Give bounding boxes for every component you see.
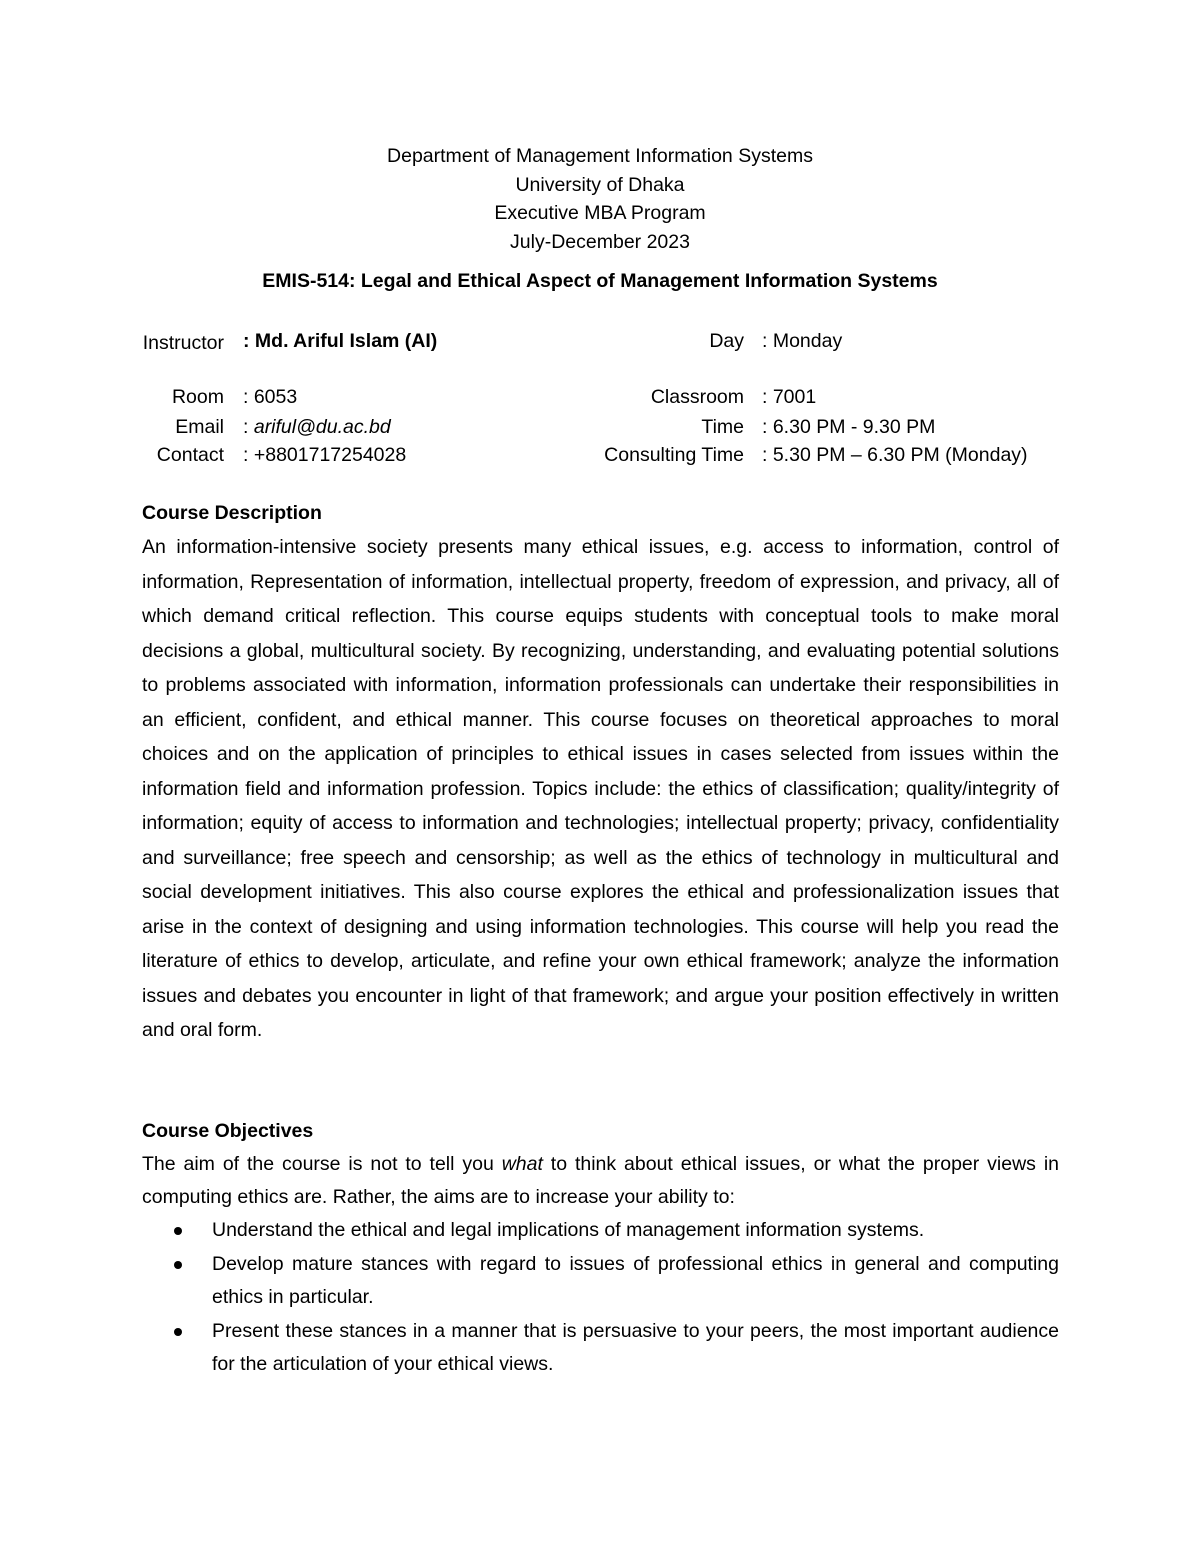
instructor-value: : Md. Ariful Islam (AI): [243, 330, 438, 352]
document-header: [0, 142, 1200, 256]
course-objectives-heading: Course Objectives: [142, 1120, 314, 1142]
bullet-icon: [174, 1328, 182, 1336]
objective-text: Understand the ethical and legal implications of management information systems.: [212, 1219, 925, 1241]
bullet-icon: [174, 1227, 182, 1235]
info-row-contact: [126, 444, 1086, 472]
info-row-room: [126, 386, 1086, 414]
course-description-text: An information-intensive society presents many ethical issues, e.g. access to information, control of information, Representation of information, intellectual property, freedom of expression, and privacy, all of which demand critical reflection. This course equips students with conceptual tools to make moral decisions a global, multicultural society. By recognizing, understanding, and evaluating potential solutions to problems associated with information, information professionals can undertake their responsibilities in an efficient, confident, and ethical manner. This course focuses on theoretical approaches to moral choices and on the application of principles to ethical issues in cases selected from issues within the information field and information profession. Topics include: the ethics of classification; quality/integrity of information; equity of access to information and technologies; intellectual property; privacy, confidentiality and surveillance; free speech and censorship; as well as the ethics of technology in multicultural and social development initiatives. This also course explores the ethical and professionalization issues that arise in the context of designing and using information technologies. This course will help you read the literature of ethics to develop, articulate, and refine your own ethical framework; analyze the information issues and debates you encounter in light of that framework; and argue your position effectively in written and oral form.: [142, 536, 1059, 1041]
objective-text: Develop mature stances with regard to issues of professional ethics in general and computing ethics in particular.: [212, 1252, 1059, 1308]
course-objectives-intro: [142, 1148, 1059, 1214]
time-label: Time: [701, 416, 744, 438]
email-value: [243, 416, 391, 439]
room-label: Room: [171, 386, 224, 408]
objectives-intro-after: to think about ethical issues, or what the proper views in computing ethics are. Rather, the aims are to increase your ability to:: [142, 1153, 1060, 1208]
term-label: July-December 2023: [510, 230, 690, 253]
consulting-time-label: Consulting Time: [604, 444, 744, 466]
info-row-instructor: [126, 330, 1086, 358]
list-item: [142, 1315, 1059, 1382]
university-name: University of Dhaka: [515, 173, 685, 196]
email-address-link[interactable]: ariful@du.ac.bd: [253, 416, 391, 438]
classroom-label: Classroom: [650, 386, 744, 408]
program-name: Executive MBA Program: [494, 202, 706, 224]
contact-value: : +8801717254028: [243, 444, 407, 466]
contact-label: Contact: [156, 444, 224, 466]
consulting-time-value: : 5.30 PM – 6.30 PM (Monday): [762, 444, 1028, 466]
day-value: : Monday: [762, 330, 843, 352]
time-value: : 6.30 PM - 9.30 PM: [762, 416, 936, 438]
email-label: Email: [175, 416, 224, 438]
info-row-email: [126, 416, 1086, 444]
room-value: : 6053: [243, 386, 298, 408]
list-item: [142, 1248, 1059, 1315]
objective-text: Present these stances in a manner that is persuasive to your peers, the most important audience for the articulation of your ethical views.: [212, 1319, 1059, 1375]
course-title: EMIS-514: Legal and Ethical Aspect of Management Information Systems: [262, 270, 938, 292]
department-name: Department of Management Information Systems: [387, 145, 813, 167]
classroom-value: : 7001: [762, 386, 817, 408]
email-prefix: :: [243, 416, 254, 438]
objectives-list: [142, 1214, 1059, 1382]
bullet-icon: [174, 1261, 182, 1269]
objectives-intro-before: The aim of the course is not to tell you: [142, 1153, 502, 1175]
course-description-heading: Course Description: [142, 502, 322, 524]
day-label: Day: [709, 330, 744, 352]
list-item: [142, 1214, 1059, 1248]
instructor-label: Instructor: [142, 332, 224, 354]
objectives-intro-emphasis: what: [501, 1153, 543, 1175]
